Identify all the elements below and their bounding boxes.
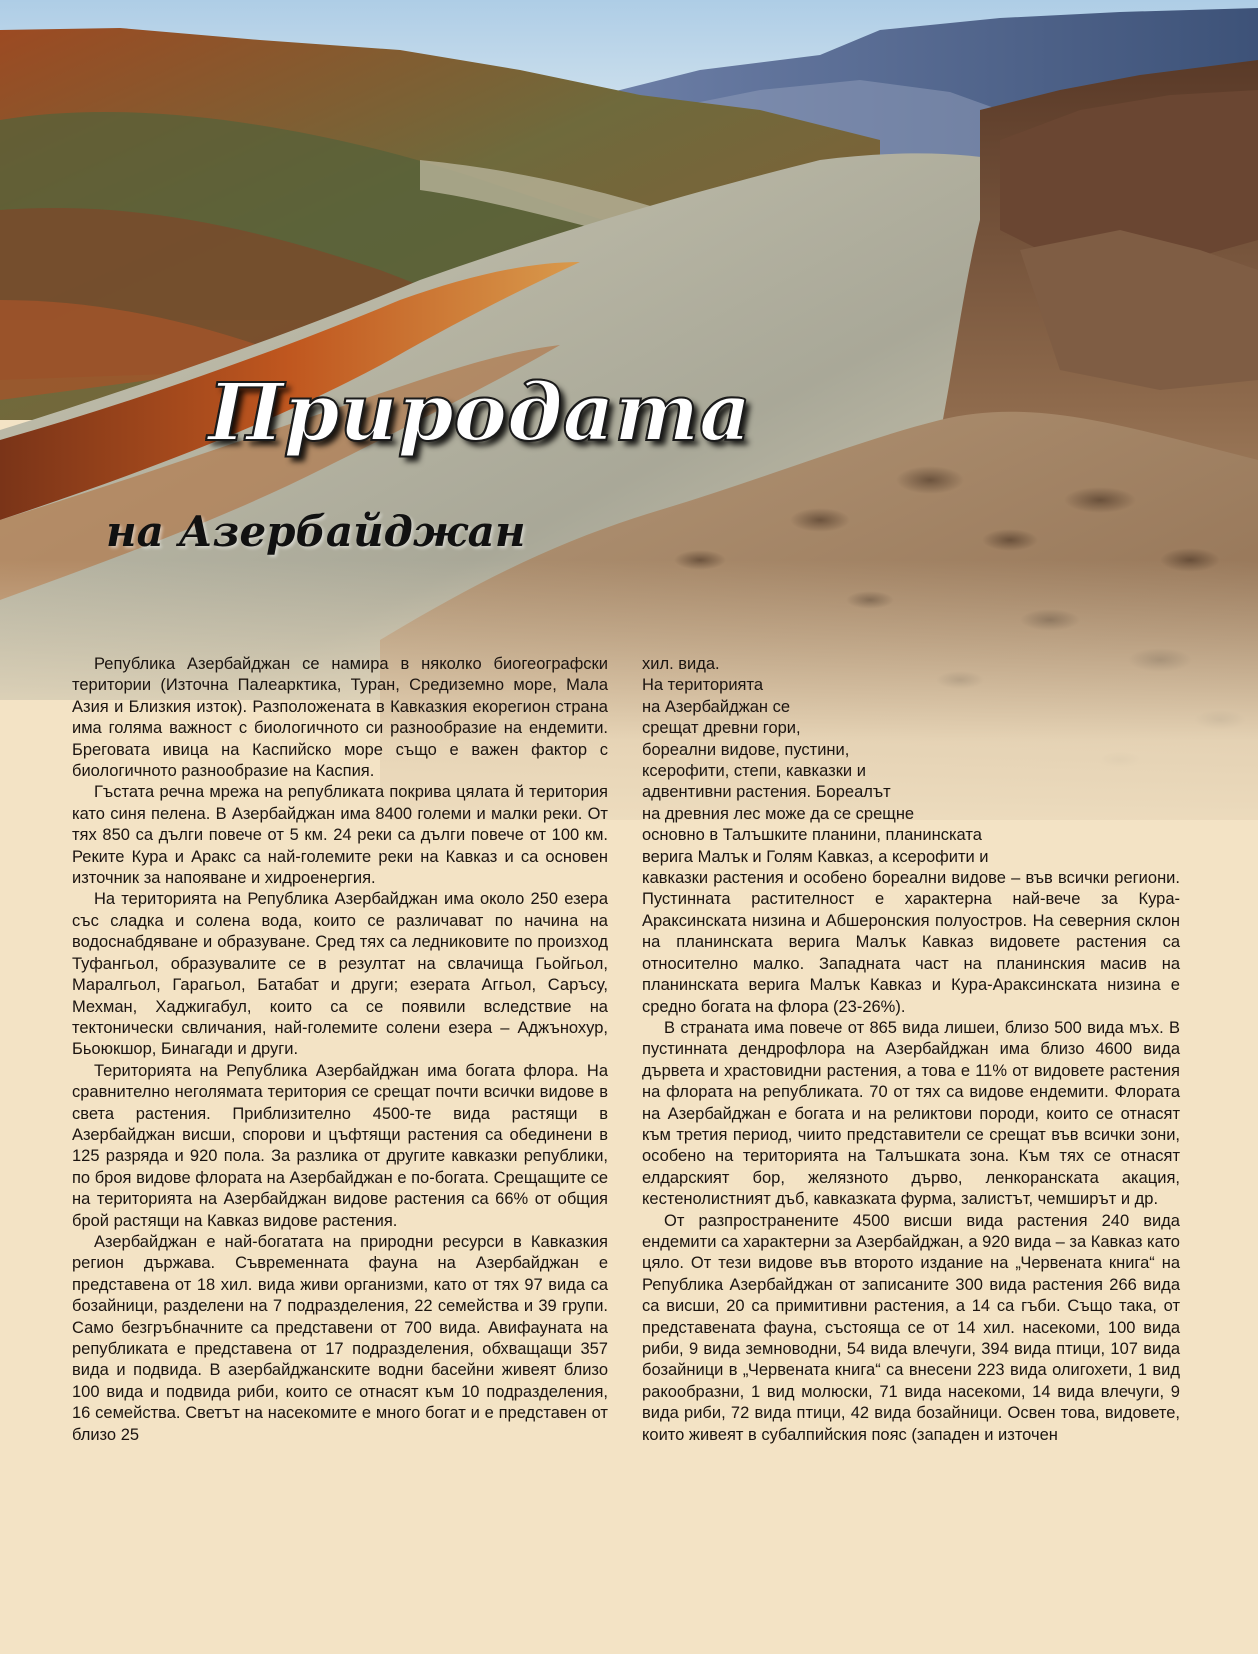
- paragraph: На територията на Република Азербайджан има около 250 езера със сладка и солена вода, които се различават по начина на водоснабдяване и образуване. Сред тях са ледниковите по произход Туфангьол, образувалите се в резултат на свлачища Гьойгьол, Маралгьол, Гарагьол, Батабат и други; езерата Аггьол, Саръсу, Мехман, Хаджигабул, които са се появили вследствие на тектонически свличания, най-големите солени езера – Аджънохур, Бьоюкшор, Бинагади и други.: [72, 890, 608, 1059]
- paragraph: кавказки растения и особено бореални видове – във всички региони. Пустинната растителност е характерна най-вече за Кура-Араксинската низина и Абшеронския полуостров. На северния склон на планинската верига Малък Кавказ видовете растения са относително малко. Западната част на планинския масив на планинската верига Малък Кавказ и Кура-Араксинската низина е средно богата на флора (23-26%).: [642, 869, 1180, 1016]
- text-line: хил. вида.: [642, 655, 720, 673]
- text-line: срещат древни гори,: [642, 719, 801, 738]
- article-column-left: [72, 654, 608, 1446]
- text-line: На територията: [642, 676, 764, 695]
- paragraph: Република Азербайджан се намира в няколко биогеографски територии (Източна Палеарктика, Туран, Средиземно море, Мала Азия и Близкия изток). Разположената в Кавказкия екорегион страна има голяма важност с биологичното си разнообразие на ендемити. Бреговата ивица на Каспийско море също е важен фактор с биологичното разнообразие на Каспия.: [72, 655, 608, 781]
- paragraph: От разпространените 4500 висши вида растения 240 вида ендемити са характерни за Азербайджан, а 920 вида – за Кавказ като цяло. От тези видове във второто издание на „Червената книга“ на Република Азербайджан от записаните 300 вида растения 266 вида са висши, 20 са примитивни растения, а 14 са гъби. Също така, от представената фауна, състояща се от 14 хил. насекоми, 100 вида риби, 9 вида земноводни, 54 вида влечуги, 394 вида птици, 107 вида бозайници в „Червената книга“ са внесени 223 вида олигохети, 1 вид ракообразни, 1 вид молюски, 71 вида насекоми, 14 вида влечуги, 9 вида риби, 72 вида птици, 42 вида бозайници. Освен това, видовете, които живеят в субалпийския пояс (западен и източен: [642, 1211, 1180, 1444]
- text-line: основно в Талъшките планини, планинската: [642, 826, 982, 845]
- page-title: Природата: [208, 365, 751, 459]
- text-line: адвентивни растения. Бореалът: [642, 783, 891, 802]
- paragraph: Азербайджан е най-богатата на природни ресурси в Кавказкия регион държава. Съвременната фауна на Азербайджан е представена от 18 хил. вида живи организми, като от тях 97 вида са бозайници, разделени на 7 подразделения, 22 семейства и 39 групи. Само безгръбначните са представени от 700 вида. Авифауната на републиката е представена от 17 подразделения, обхващащи 357 вида и подвида. В азербайджанските водни басейни живеят близо 100 вида и подвида риби, които се отнасят към 10 подразделения, 16 семейства. Светът на насекомите е много богат и е представен от близо 25: [72, 1232, 608, 1444]
- page-subtitle: на Азербайджан: [106, 507, 526, 556]
- paragraph: Гъстата речна мрежа на републиката покрива цялата й територия като синя пелена. В Азербайджан има 8400 големи и малки реки. От тях 850 са дълги повече от 5 км. 24 реки са дълги повече от 100 км. Реките Кура и Аракс са най-големите реки на Кавказ и са основен източник за напояване и хидроенергия.: [72, 783, 608, 888]
- article-column-right: [642, 654, 1180, 1446]
- text-line: бореални видове, пустини,: [642, 740, 850, 759]
- text-line: на Азербайджан се: [642, 697, 791, 716]
- lead-paragraph: [642, 654, 1180, 868]
- paragraph: Територията на Република Азербайджан има богата флора. На сравнително неголямата територия се срещат почти всички видове в света растения. Приблизително 4500-те вида растящи в Азербайджан висши, спорови и цъфтящи растения са обединени в 125 разряда и 920 пола. За разлика от другите кавказки републики, по броя видове флората на Азербайджан е по-богата. Срещащите се на територията на Азербайджан видове растения са 66% от общия брой растящи на Кавказ видове растения.: [72, 1061, 608, 1230]
- paragraph: В страната има повече от 865 вида лишеи, близо 500 вида мъх. В пустинната дендрофлора на Азербайджан има близо 4600 вида дървета и храстовидни растения, а това е 11% от видовете растения на флората на републиката. 70 от тях са видове ендемити. Флората на Азербайджан е богата и на реликтови породи, които се отнасят към третия период, чиито представители се срещат във всички зони, особено на територията на Талъшката зона. Към тях се отнасят елдарският бор, желязното дърво, ленкоранската акация, кестенолистният дъб, кавказката фурма, залистът, чемширът и др.: [642, 1018, 1180, 1209]
- text-line: ксерофити, степи, кавказки и: [642, 762, 866, 781]
- text-line: верига Малък и Голям Кавказ, а ксерофити и: [642, 847, 989, 866]
- text-line: на древния лес може да се срещне: [642, 804, 915, 823]
